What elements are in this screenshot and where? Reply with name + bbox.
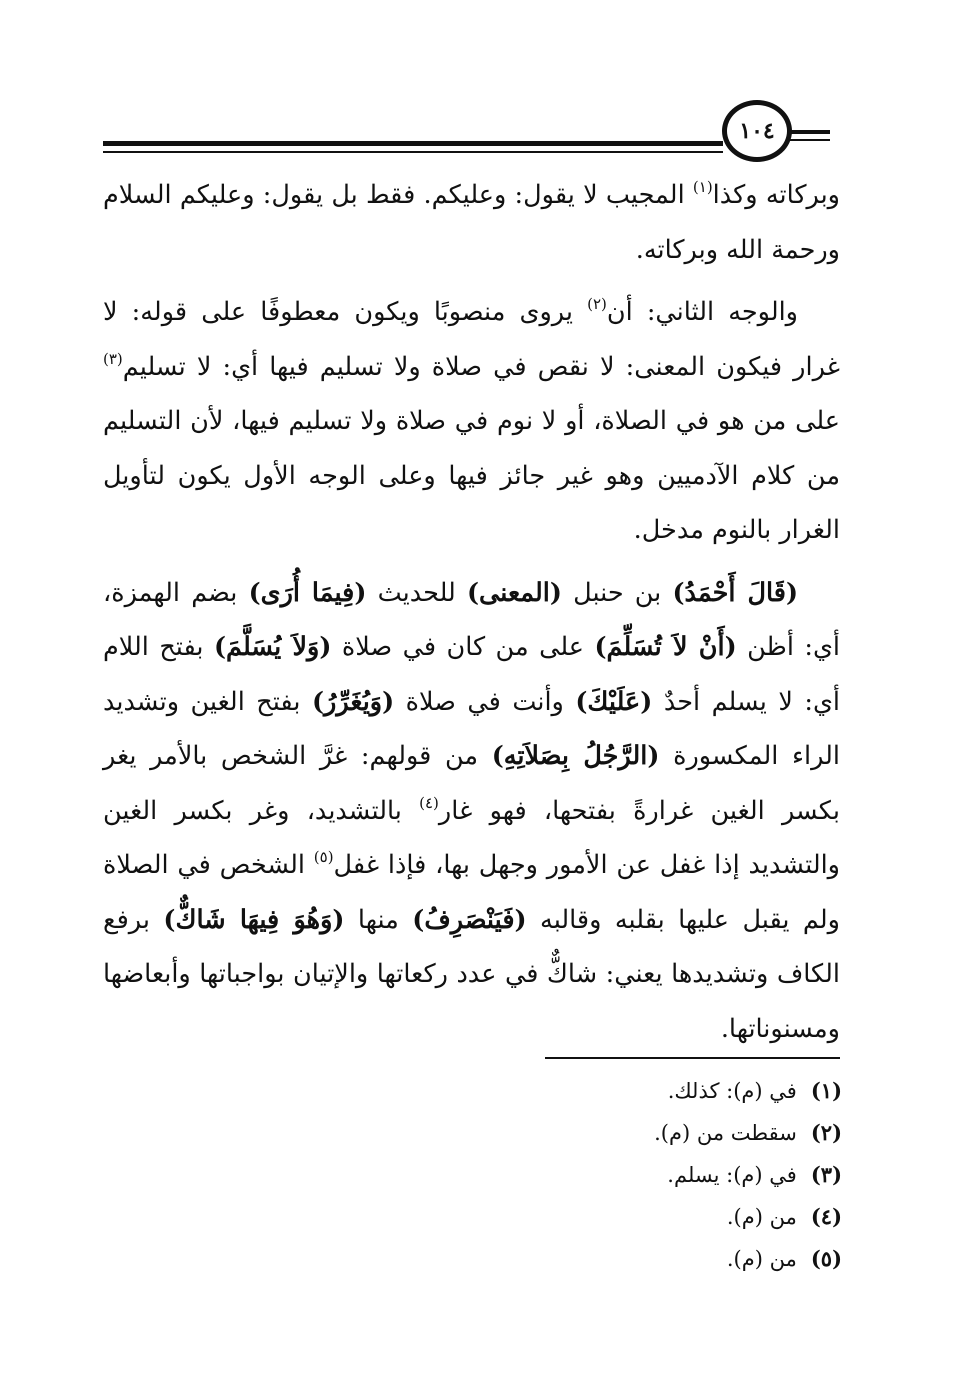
paragraph [103, 285, 840, 558]
text-run: من قولهم: غرَّ الشخص بالأمر يغر بكسر الغين غرارةً بفتحها، فهو غار [103, 741, 840, 826]
footnote-text: من (م). [726, 1247, 797, 1271]
quoted-phrase: (عَلَيْكَ) [575, 686, 653, 717]
text-run: وأنت في صلاة [394, 686, 576, 717]
header-rule-thin [103, 151, 723, 153]
text-run: على من كان في صلاة [331, 632, 595, 662]
footnote-text: في (م): يسلم. [667, 1163, 797, 1187]
quoted-phrase: (وَيُغَرِّرُ) [311, 686, 395, 717]
footnote-text: من (م). [726, 1205, 797, 1229]
text-run: بفتح الغين وتشديد الراء المكسورة [103, 686, 840, 771]
page-header [0, 0, 955, 180]
quoted-phrase: (فَيَنْصَرِفُ) [412, 904, 527, 935]
footnote-number: (٢) [810, 1120, 842, 1145]
footnote-item [442, 1196, 842, 1238]
footnote-ref: (٤) [419, 793, 439, 812]
quoted-phrase: (أَنْ لاَ تُسَلِّمَ) [594, 632, 737, 662]
footnote-item [442, 1070, 842, 1112]
footnote-number: (٤) [810, 1204, 842, 1229]
text-run: برفع الكاف وتشديدها يعني: شاكٌّ في عدد ركعاتها والإتيان بواجباتها وأبعاضها ومسنوناتها. [103, 904, 840, 1044]
paragraph [103, 168, 840, 277]
text-run: المجيب لا يقول: وعليكم. فقط بل يقول: وعليكم السلام ورحمة الله وبركاته. [103, 180, 840, 265]
text-run: بضم الهمزة، أي: أظن [103, 577, 840, 662]
quoted-phrase: (وَهُوَ فِيهَا شَاكٌّ) [163, 904, 345, 935]
quoted-phrase: (الرَّجُلُ بِصَلاَتِهِ) [491, 741, 660, 771]
page-number [722, 100, 792, 162]
footnote-item [442, 1112, 842, 1154]
quoted-phrase: (المعنى) [466, 577, 562, 608]
footnote-item [442, 1238, 842, 1280]
footnotes [442, 1070, 842, 1280]
footnote-number: (١) [810, 1078, 842, 1103]
paragraph [103, 566, 840, 1057]
footnote-text: في (م): كذلك. [667, 1079, 797, 1103]
header-rule-right [790, 130, 830, 134]
footnote-ref: (٣) [103, 349, 123, 368]
text-run: بن حنبل [561, 577, 673, 608]
footnote-ref: (٥) [313, 848, 334, 866]
main-text [103, 168, 840, 1056]
footnote-number: (٣) [810, 1162, 842, 1187]
footnote-number: (٥) [810, 1246, 842, 1271]
text-run: بالتشديد، وغر بكسر الغين والتشديد إذا غفل عن الأمور وجهل بها، فإذا غفل [103, 795, 840, 880]
quoted-phrase: (قَالَ أَحْمَدُ) [672, 577, 799, 608]
quoted-phrase: (فِيمَا أُرَى) [248, 577, 367, 608]
footnote-text: سقطت من (م). [654, 1121, 797, 1145]
footnote-item [442, 1154, 842, 1196]
header-rule-thick [103, 141, 723, 146]
footnote-ref: (١) [692, 178, 713, 196]
text-run: بفتح اللام أي: لا يسلم أحدٌ [103, 632, 840, 717]
text-run: الشخص في الصلاة ولم يقبل عليها بقلبه وقالبه [103, 850, 840, 935]
text-run: على من هو في الصلاة، أو لا نوم في صلاة ولا تسليم فيها، لأن التسليم من كلام الآدميين وهو غير جائز فيها وعلى الوجه الأول يكون لتأويل الغرار بالنوم مدخل. [103, 406, 840, 545]
text-run: للحديث [366, 577, 467, 608]
text-run: والوجه الثاني: أن [606, 297, 798, 327]
header-rule-right-thin [790, 139, 830, 141]
footnote-ref: (٢) [587, 295, 607, 313]
text-run: وبركاته وكذا [712, 180, 840, 210]
text-run: منها [344, 904, 413, 935]
text-run: يروى منصوبًا ويكون معطوفًا على قوله: لا غرار فيكون المعنى: لا نقص في صلاة ولا تسليم فيها أي: لا تسليم [103, 297, 840, 382]
footnote-separator [545, 1057, 840, 1059]
page-number-text: ١٠٤ [739, 118, 775, 144]
quoted-phrase: (وَلاَ يُسَلَّمَ) [213, 632, 332, 662]
